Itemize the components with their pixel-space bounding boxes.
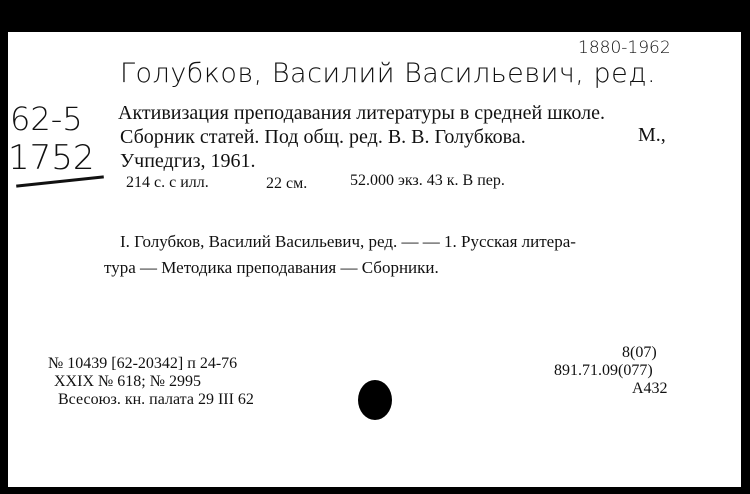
physical-description: 214 с. с илл. <box>126 174 209 191</box>
size-description: 22 см. <box>266 175 308 192</box>
title-line-2: Сборник статей. Под общ. ред. В. В. Голубкова. <box>120 126 526 148</box>
handwritten-call-number-top: 62-5 <box>10 100 83 138</box>
title-line-1: Активизация преподавания литературы в средней школе. <box>118 102 605 124</box>
handwritten-author-heading: Голубков, Василий Васильевич, ред. <box>120 58 657 89</box>
title-place: М., <box>638 124 666 146</box>
punch-hole <box>358 380 392 420</box>
title-line-3: Учпедгиз, 1961. <box>120 150 256 172</box>
handwritten-dates: 1880-1962 <box>578 38 671 58</box>
classification-line-3: А432 <box>632 380 668 397</box>
registry-line-2: XXIX № 618; № 2995 <box>54 373 201 390</box>
tracings-line-1: I. Голубков, Василий Васильевич, ред. — — 1. Русская литера- <box>120 232 576 251</box>
tracings-line-2: тура — Методика преподавания — Сборники. <box>104 258 439 277</box>
registry-line-1: № 10439 [62-20342] п 24-76 <box>48 355 238 372</box>
edition-description: 52.000 экз. 43 к. В пер. <box>350 172 505 189</box>
classification-line-1: 8(07) <box>622 344 657 361</box>
classification-line-2: 891.71.09(077) <box>554 362 653 379</box>
registry-line-3: Всесоюз. кн. палата 29 III 62 <box>58 391 254 408</box>
handwritten-call-number-bottom: 1752 <box>8 138 95 178</box>
